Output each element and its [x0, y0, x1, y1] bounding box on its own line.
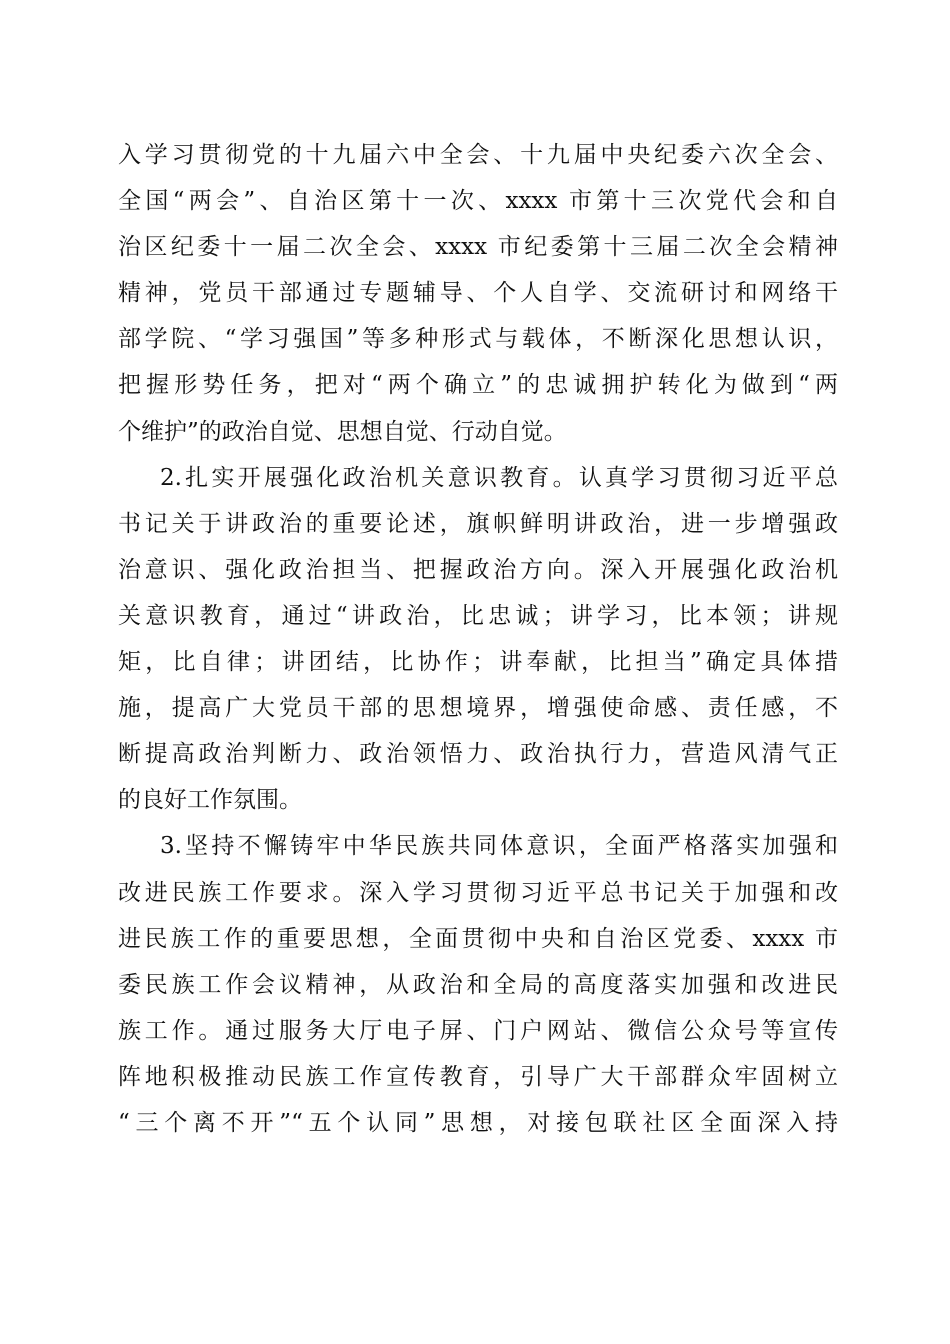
text-line: 个维护”的政治自觉、思想自觉、行动自觉。	[118, 418, 567, 445]
text-line: 3.坚持不懈铸牢中华民族共同体意识，全面严格落实加强和	[160, 833, 838, 860]
text-line: 书记关于讲政治的重要论述，旗帜鲜明讲政治，进一步增强政	[118, 510, 838, 537]
document-body	[118, 132, 838, 1146]
text-line: 入学习贯彻党的十九届六中全会、十九届中央纪委六次全会、	[118, 142, 838, 168]
text-line: 断提高政治判断力、政治领悟力、政治执行力，营造风清气正	[118, 741, 838, 768]
text-line: 治区纪委十一届二次全会、xxxx 市纪委第十三届二次全会精神	[118, 234, 838, 261]
text-line: 进民族工作的重要思想，全面贯彻中央和自治区党委、xxxx 市	[118, 925, 838, 952]
text-line: 施，提高广大党员干部的思想境界，增强使命感、责任感，不	[118, 695, 838, 722]
text-line: 族工作。通过服务大厅电子屏、门户网站、微信公众号等宣传	[118, 1017, 838, 1044]
text-line: 精神，党员干部通过专题辅导、个人自学、交流研讨和网络干	[118, 280, 838, 307]
text-line: “三个离不开”“五个认同”思想，对接包联社区全面深入持	[118, 1109, 838, 1136]
paragraph-3	[118, 823, 838, 1146]
text-line: 把握形势任务，把对“两个确立”的忠诚拥护转化为做到“两	[118, 372, 838, 399]
paragraph-2	[118, 455, 838, 824]
text-line: 关意识教育，通过“讲政治，比忠诚；讲学习，比本领；讲规	[118, 602, 838, 629]
text-line: 阵地积极推动民族工作宣传教育，引导广大干部群众牢固树立	[118, 1063, 838, 1090]
text-line: 改进民族工作要求。深入学习贯彻习近平总书记关于加强和改	[118, 879, 838, 906]
text-line: 全国“两会”、自治区第十一次、xxxx 市第十三次党代会和自	[118, 188, 838, 215]
text-line: 治意识、强化政治担当、把握政治方向。深入开展强化政治机	[118, 556, 838, 583]
text-line: 的良好工作氛围。	[118, 787, 302, 814]
text-line: 委民族工作会议精神，从政治和全局的高度落实加强和改进民	[118, 971, 838, 998]
paragraph-1	[118, 132, 838, 455]
text-line: 矩，比自律；讲团结，比协作；讲奉献，比担当”确定具体措	[118, 649, 838, 676]
text-line: 2.扎实开展强化政治机关意识教育。认真学习贯彻习近平总	[160, 464, 838, 491]
text-line: 部学院、“学习强国”等多种形式与载体，不断深化思想认识，	[118, 326, 838, 353]
